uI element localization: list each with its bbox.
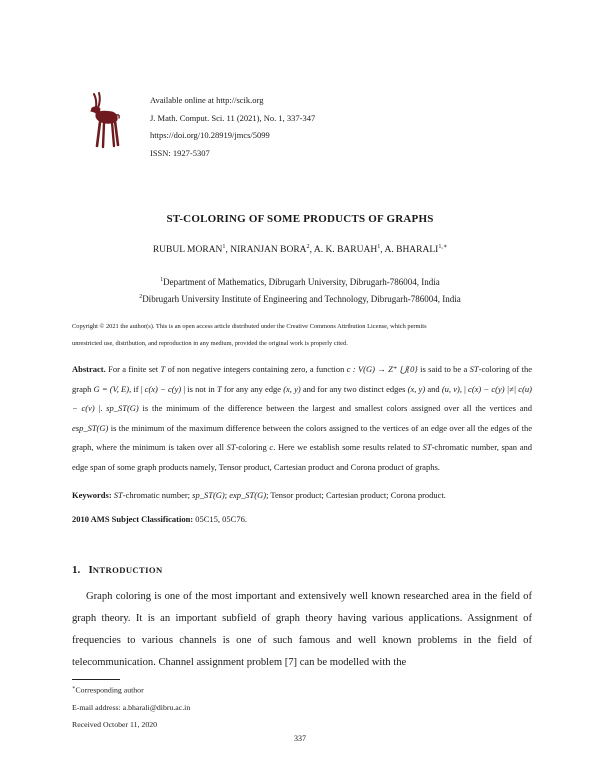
abstract-label: Abstract. — [72, 364, 106, 374]
antelope-logo-icon — [78, 90, 124, 150]
affiliation-sup: 1 — [160, 277, 164, 283]
math: c(x) − c(y) — [144, 383, 182, 394]
math: (u, v) — [441, 383, 460, 394]
abstract-text: and — [425, 383, 442, 394]
abstract — [72, 360, 532, 478]
page-number: 337 — [294, 734, 306, 743]
intro-paragraph — [72, 586, 532, 674]
math: G = (V, E) — [93, 383, 130, 394]
footnote-received: Received October 11, 2020 — [72, 720, 158, 729]
math: c(x) − c(y) |≠| c(u) − c(v) — [72, 383, 532, 414]
paper-title: ST-COLORING OF SOME PRODUCTS OF GRAPHS — [166, 213, 434, 225]
math: c — [269, 442, 274, 453]
math: sp_ST(G) — [192, 490, 225, 500]
math: sp_ST(G) — [106, 403, 139, 414]
doi-link[interactable]: https://doi.org/10.28919/jmcs/5099 — [150, 130, 270, 140]
math: ST — [469, 364, 479, 374]
keywords-text: ; — [224, 490, 230, 500]
math: esp_ST(G) — [72, 422, 109, 433]
author-sep: , — [309, 245, 314, 256]
affiliation-1 — [0, 277, 600, 287]
math: ST — [226, 442, 236, 453]
affiliation-text: Dibrugarh University Institute of Engineering and Technology, Dibrugarh-786004, India — [142, 294, 461, 304]
affiliation-2 — [0, 294, 600, 304]
abstract-text: |. — [94, 403, 107, 414]
abstract-text: , | — [459, 383, 469, 394]
math: (x, y) — [407, 383, 426, 394]
abstract-text: , if | — [129, 383, 145, 394]
journal-citation: J. Math. Comput. Sci. 11 (2021), No. 1, 337-347 — [150, 113, 316, 123]
author-sup: 2 — [306, 244, 310, 250]
ams-value: 05C15, 05C76. — [193, 514, 247, 524]
author-name: A. BHARALI — [384, 245, 439, 256]
copyright-line: unrestricted use, distribution, and reproduction in any medium, provided the original work is properly cited. — [72, 340, 348, 347]
affiliation-sup: 2 — [139, 294, 143, 300]
footnote-text: Corresponding author — [75, 685, 144, 695]
section-rest: NTRODUCTION — [92, 565, 163, 575]
abstract-text: | is not in — [181, 383, 217, 394]
author-name: RUBUL MORAN — [152, 245, 223, 256]
abstract-text: -chromatic number, span and edge span of some graph products namely, Tensor product, Cartesian product and Corona product of graphs. — [72, 442, 532, 472]
footnote-sup: ∗ — [72, 685, 76, 691]
author-sup: 1,∗ — [438, 244, 448, 250]
intro-text: Graph coloring is one of the most important and extensively well known researched area in the field of graph theory. It is an important subfield of graph theory having various applications. Assignment of frequencies to various channels is one of such famous and well known problems in the field of telecommunication. Channel assignment problem [7] can be modelled with the — [72, 591, 532, 668]
math: T — [160, 364, 166, 374]
keywords-label: Keywords: — [72, 490, 112, 500]
copyright-notice — [72, 318, 532, 352]
footnote-rule — [72, 679, 120, 680]
author-name: A. K. BARUAH — [313, 245, 378, 256]
abstract-text: for any any edge — [221, 383, 284, 394]
footnote-corresponding — [72, 685, 144, 695]
copyright-line: Copyright © 2021 the author(s). This is an open access article distributed under the Creative Commons Attribution License, which permits — [72, 323, 427, 330]
author-sup: 1 — [222, 244, 226, 250]
author-list — [0, 243, 600, 255]
math: ST — [422, 442, 432, 453]
author-sep: , — [380, 245, 385, 256]
math: c : V(G) → Z⁺ ⋃{0} — [346, 364, 418, 374]
author-name: NIRANJAN BORA — [230, 245, 307, 256]
abstract-text: is said to be a — [417, 364, 470, 374]
abstract-text: . Here we establish some results related to — [273, 442, 423, 453]
affiliation-text: Department of Mathematics, Dibrugarh University, Dibrugarh-786004, India — [163, 277, 440, 287]
keywords-text: -chromatic number; — [122, 490, 193, 500]
abstract-text: of non negative integers containing zero, a function — [165, 364, 347, 374]
section-first-letter: I — [88, 564, 93, 576]
abstract-text: is the minimum of the difference between the largest and smallest colors assigned over all the vertices and — [138, 403, 533, 414]
section-heading — [72, 564, 163, 576]
math: (x, y) — [283, 383, 301, 394]
abstract-text: For a finite set — [105, 364, 161, 374]
author-sup: 1 — [377, 244, 381, 250]
availability-line: Available online at http://scik.org — [150, 95, 264, 105]
abstract-text: -coloring of the graph — [72, 364, 532, 394]
abstract-text: and for any two distinct edges — [300, 383, 408, 394]
abstract-text: -coloring — [235, 442, 270, 453]
keywords — [72, 490, 446, 500]
issn-line: ISSN: 1927-5307 — [150, 148, 210, 158]
abstract-text: is the minimum of the maximum difference between the colors assigned to the vertices of an edge over all the edges of the graph, where the minimum is taken over all — [72, 422, 532, 453]
footnote-email: E-mail address: a.bharali@dibru.ac.in — [72, 703, 191, 712]
author-sep: , — [225, 245, 231, 256]
math: exp_ST(G) — [229, 490, 267, 500]
section-number: 1. — [72, 564, 81, 576]
math: ST — [113, 490, 123, 500]
ams-classification — [72, 514, 247, 524]
ams-label: 2010 AMS Subject Classification: — [72, 514, 194, 524]
math: T — [217, 383, 222, 394]
keywords-text: ; Tensor product; Cartesian product; Corona product. — [266, 490, 446, 500]
